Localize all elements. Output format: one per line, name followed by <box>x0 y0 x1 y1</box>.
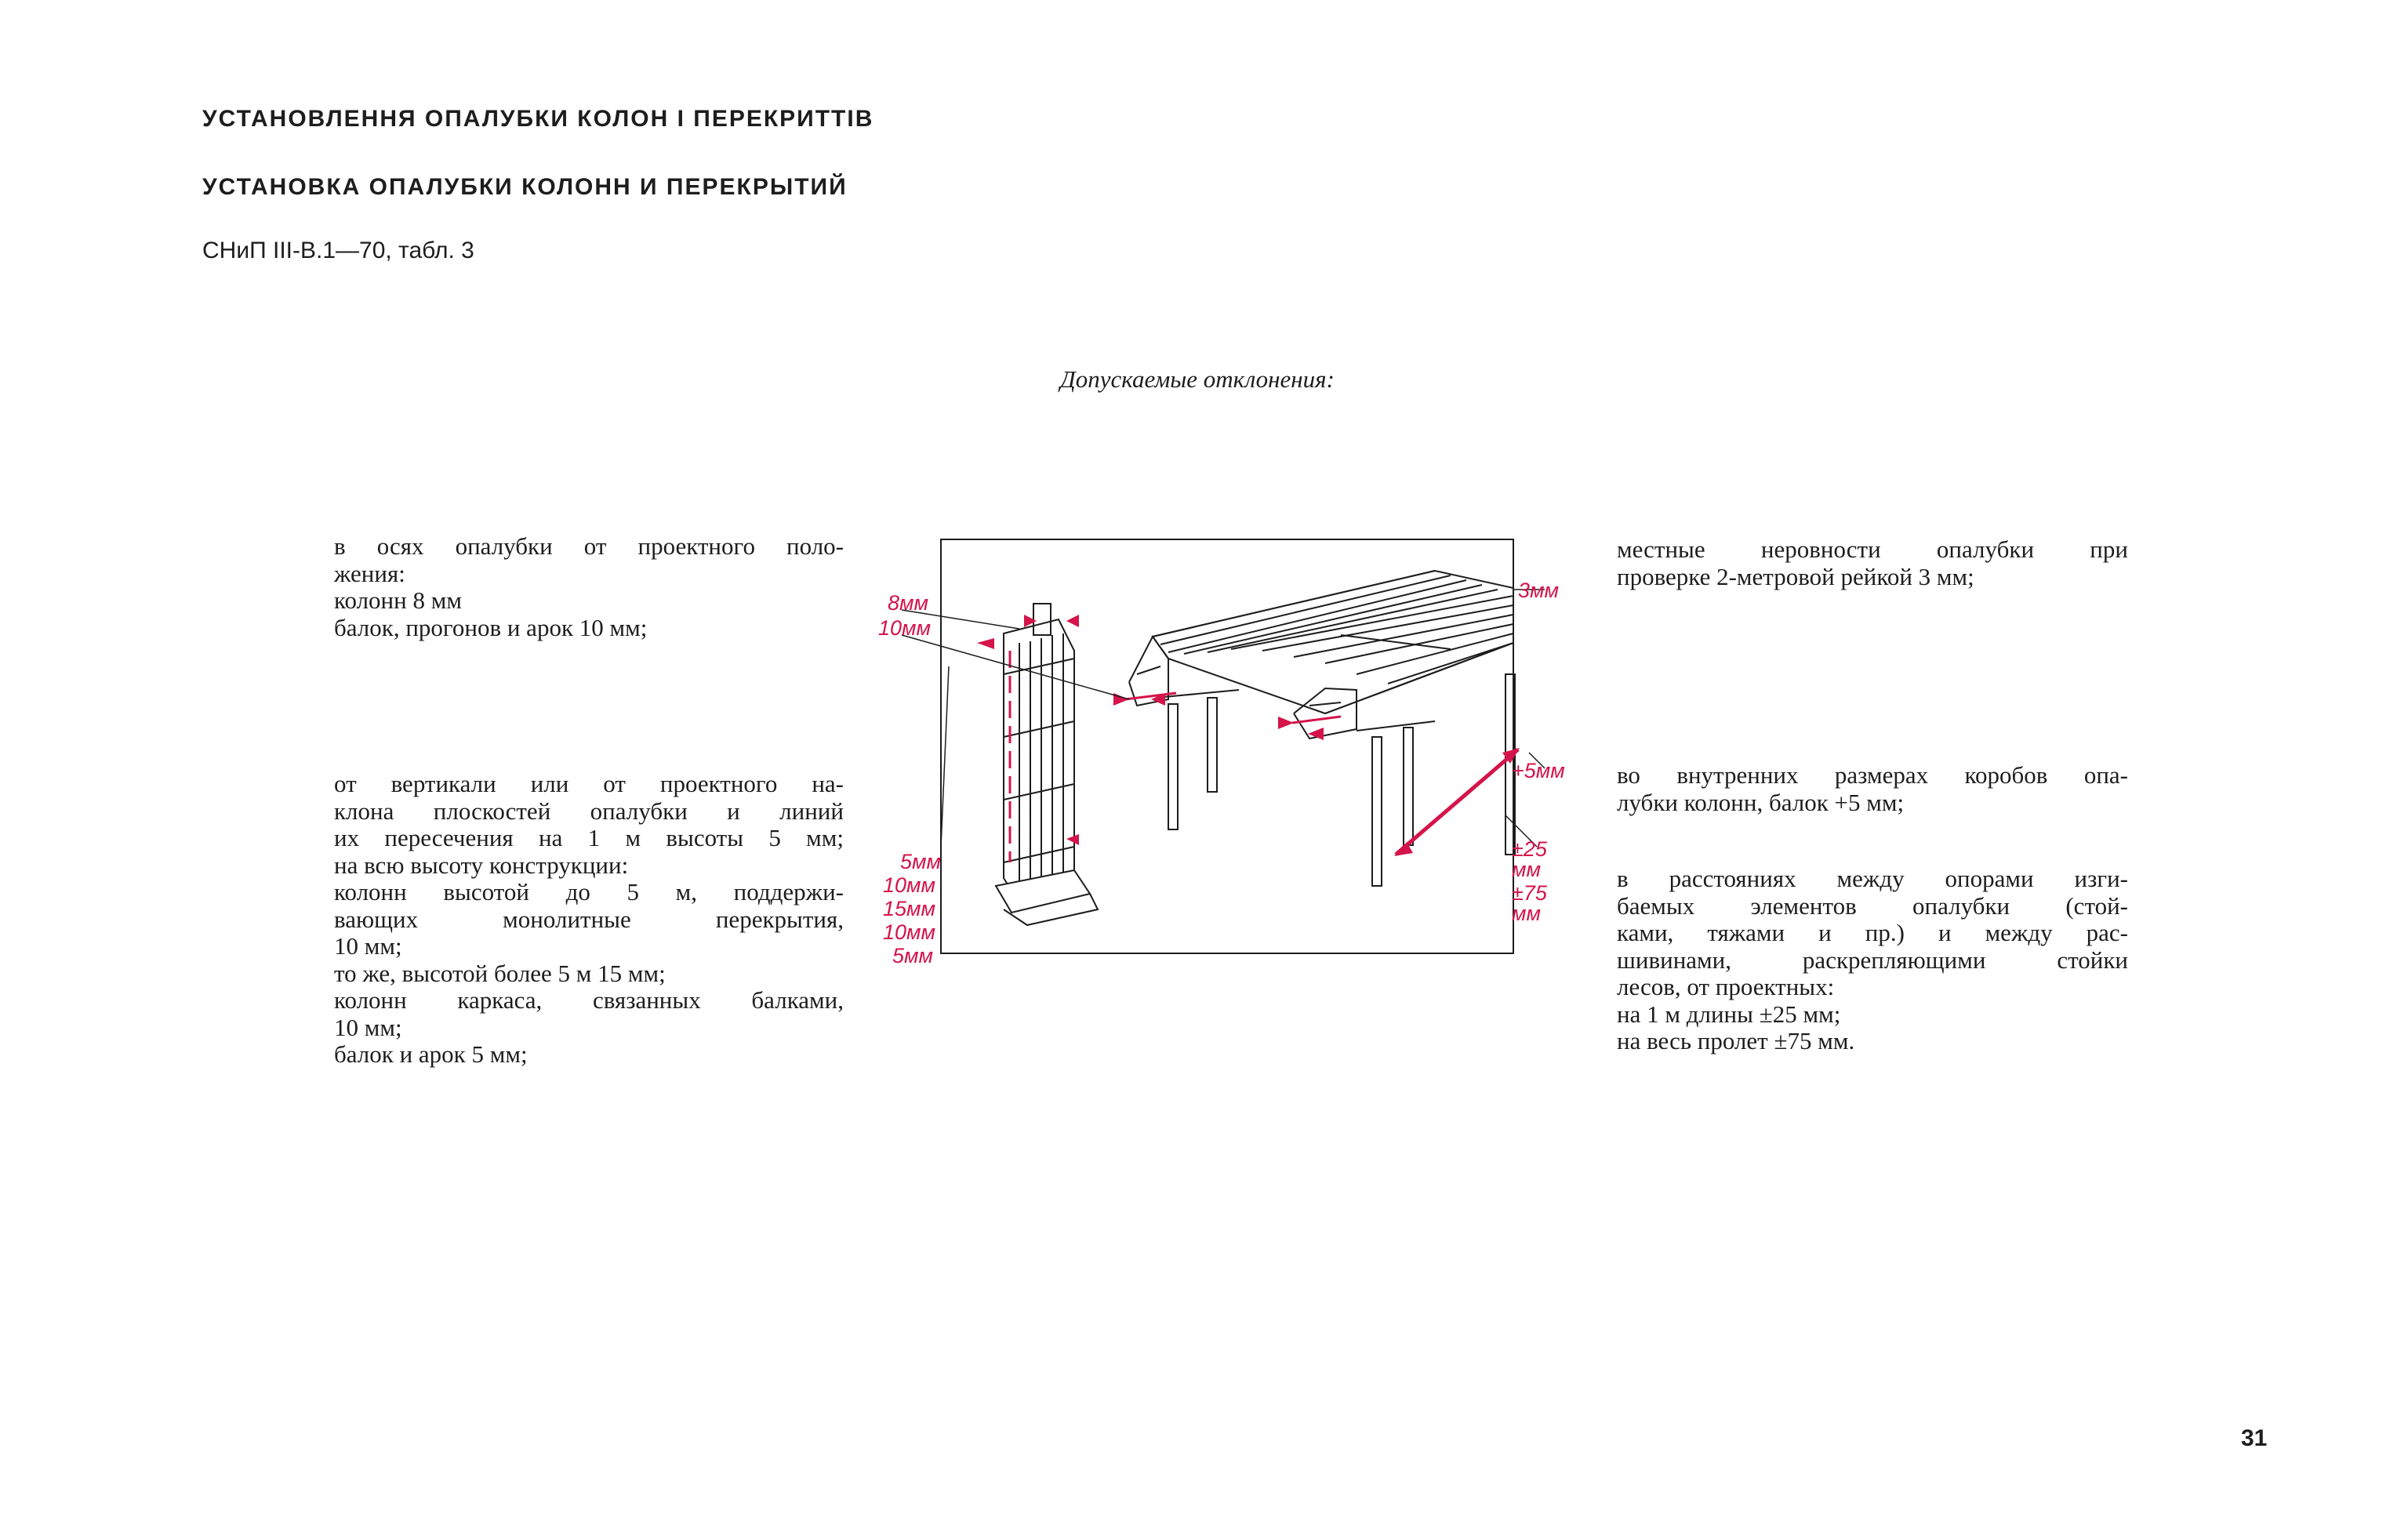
text-line: местные неровности опалубки при <box>1617 535 2128 563</box>
right-text-block-inner-size <box>1617 762 2128 816</box>
slab-deck-icon <box>1153 571 1513 713</box>
text-line: шивинами, раскрепляющими стойки <box>1617 945 2128 974</box>
label-axis-beam: 10мм <box>878 616 932 640</box>
title-russian: УСТАНОВКА ОПАЛУБКИ КОЛОНН И ПЕРЕКРЫТИЙ <box>202 174 848 200</box>
label-inner-size: +5мм <box>1512 759 1565 782</box>
label-vertical-5: 5мм <box>892 944 934 967</box>
text-line: колонн 8 мм <box>334 586 462 614</box>
text-line: на весь пролет ±75 мм. <box>1617 1027 1855 1054</box>
text-line: колонн высотой до 5 м, поддержи- <box>334 878 844 906</box>
label-span-1m: ±25 <box>1512 837 1547 861</box>
text-line: во внутренних размерах коробов опа- <box>1617 761 2128 789</box>
label-span-full: ±75 <box>1512 881 1547 905</box>
label-axis-column: 8мм <box>888 591 929 615</box>
left-text-block-vertical <box>334 771 844 1069</box>
label-span-full-unit: мм <box>1512 902 1542 925</box>
label-vertical-1: 5мм <box>900 850 942 873</box>
text-line: клона плоскостей опалубки и линий <box>334 797 844 825</box>
text-line: в расстояниях между опорами изги- <box>1617 865 2128 892</box>
deviations-subtitle: Допускаемые отклонения: <box>1060 365 1335 393</box>
text-line: баемых элементов опалубки (стой- <box>1617 891 2128 920</box>
text-line: 10 мм; <box>334 932 402 960</box>
text-line: лубки колонн, балок +5 мм; <box>1617 788 1905 816</box>
span-deviation-arrow <box>1396 749 1518 855</box>
text-line: жения: <box>334 559 405 587</box>
label-vertical-2: 10мм <box>883 873 936 897</box>
text-line: вающих монолитные перекрытия, <box>334 905 844 933</box>
text-line: на всю высоту конструкции: <box>334 851 629 879</box>
label-vertical-3: 15мм <box>883 897 936 920</box>
right-text-block-spans <box>1617 866 2128 1055</box>
left-text-block-axes <box>334 533 844 641</box>
text-line: балок и арок 5 мм; <box>334 1040 528 1068</box>
formwork-illustration <box>839 517 1592 988</box>
text-line: 10 мм; <box>334 1013 402 1041</box>
text-line: их пересечения на 1 м высоты 5 мм; <box>334 824 844 851</box>
label-flatness: 3мм <box>1518 579 1560 602</box>
text-line: то же, высотой более 5 м 15 мм; <box>334 959 666 987</box>
page-number: 31 <box>2241 1425 2268 1451</box>
text-line: лесов, от проектных: <box>1617 973 1835 1000</box>
text-line: от вертикали или от проектного на- <box>334 770 844 797</box>
text-line: на 1 м длины ±25 мм; <box>1617 1000 1841 1028</box>
text-line: в осях опалубки от проектного поло- <box>334 532 844 560</box>
right-text-block-flatness <box>1617 536 2128 590</box>
title-ukrainian: УСТАНОВЛЕННЯ ОПАЛУБКИ КОЛОН І ПЕРЕКРИТТІВ <box>202 106 874 132</box>
label-span-1m-unit: мм <box>1512 858 1542 881</box>
norm-reference: СНиП III-В.1—70, табл. 3 <box>202 238 474 263</box>
label-vertical-4: 10мм <box>883 920 936 944</box>
text-line: балок, прогонов и арок 10 мм; <box>334 613 648 641</box>
text-line: ками, тяжами и пр.) и между рас- <box>1617 919 2128 946</box>
text-line: колонн каркаса, связанных балками, <box>334 986 844 1014</box>
text-line: проверке 2-метровой рейкой 3 мм; <box>1617 562 1974 590</box>
